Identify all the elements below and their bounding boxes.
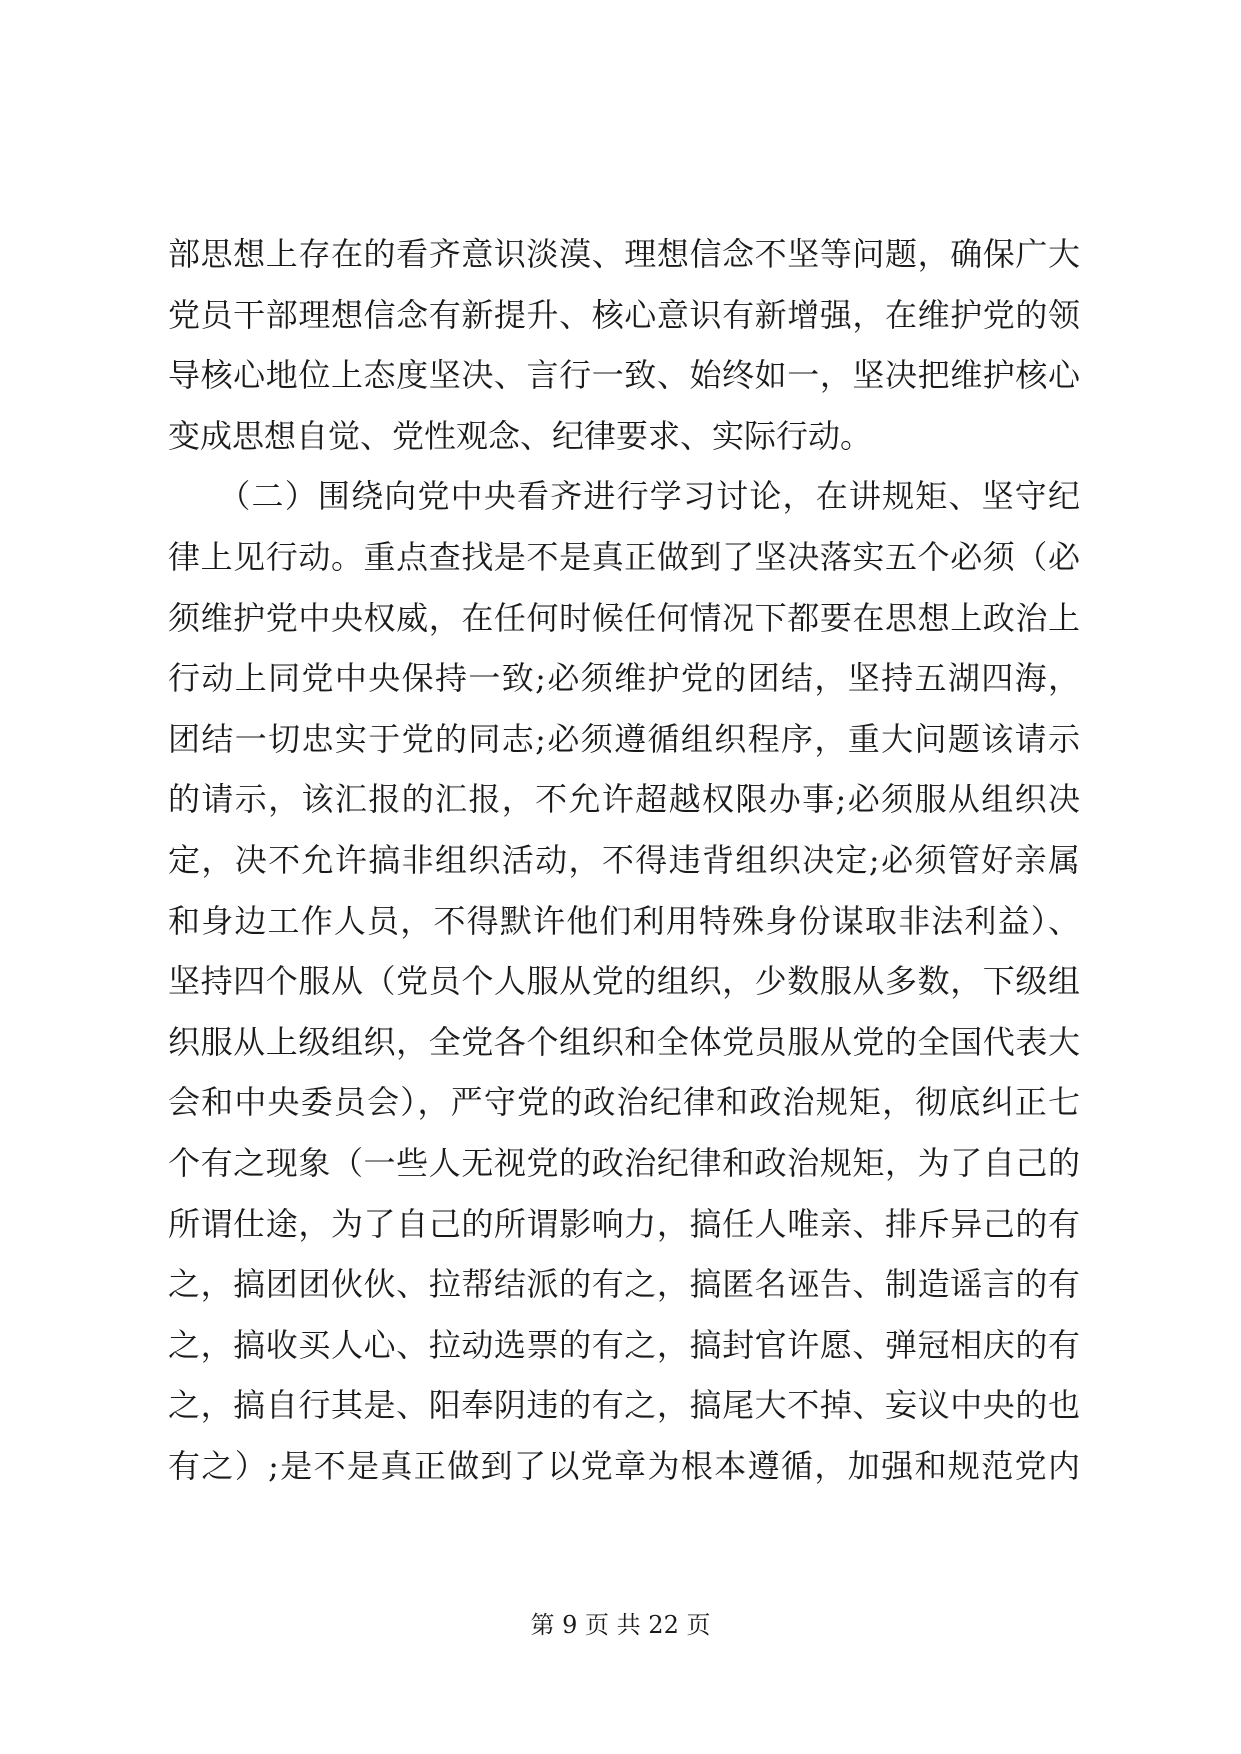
body-text bbox=[168, 224, 1080, 1496]
text-line: 织服从上级组织，全党各个组织和全体党员服从党的全国代表大 bbox=[168, 1022, 1080, 1061]
text-line: 定，决不允许搞非组织活动，不得违背组织决定;必须管好亲属 bbox=[168, 840, 1080, 879]
text-line: 律上见行动。重点查找是不是真正做到了坚决落实五个必须（必 bbox=[168, 537, 1080, 576]
text-line: 坚持四个服从（党员个人服从党的组织，少数服从多数，下级组 bbox=[168, 962, 1080, 1001]
text-line: （二）围绕向党中央看齐进行学习讨论，在讲规矩、坚守纪 bbox=[168, 477, 1080, 516]
text-line: 团结一切忠实于党的同志;必须遵循组织程序，重大问题该请示 bbox=[168, 719, 1080, 758]
text-line: 之，搞自行其是、阳奉阴违的有之，搞尾大不掉、妄议中央的也 bbox=[168, 1386, 1080, 1425]
text-line: 变成思想自觉、党性观念、纪律要求、实际行动。 bbox=[168, 416, 873, 455]
text-line: 部思想上存在的看齐意识淡漠、理想信念不坚等问题，确保广大 bbox=[168, 235, 1080, 273]
page-number-footer: 第 9 页 共 22 页 bbox=[530, 1611, 711, 1639]
text-line: 所谓仕途，为了自己的所谓影响力，搞任人唯亲、排斥异己的有 bbox=[168, 1204, 1080, 1243]
text-line: 须维护党中央权威，在任何时候任何情况下都要在思想上政治上 bbox=[168, 598, 1080, 637]
text-line: 之，搞团团伙伙、拉帮结派的有之，搞匿名诬告、制造谣言的有 bbox=[168, 1265, 1080, 1304]
text-line: 之，搞收买人心、拉动选票的有之，搞封官许愿、弹冠相庆的有 bbox=[168, 1325, 1080, 1364]
text-line: 会和中央委员会），严守党的政治纪律和政治规矩，彻底纠正七 bbox=[168, 1083, 1080, 1122]
text-line: 和身边工作人员，不得默许他们利用特殊身份谋取非法利益）、 bbox=[168, 901, 1080, 940]
text-line: 行动上同党中央保持一致;必须维护党的团结，坚持五湖四海， bbox=[168, 659, 1080, 698]
text-line: 导核心地位上态度坚决、言行一致、始终如一，坚决把维护核心 bbox=[168, 356, 1080, 395]
text-line: 个有之现象（一些人无视党的政治纪律和政治规矩，为了自己的 bbox=[168, 1143, 1080, 1182]
text-line: 党员干部理想信念有新提升、核心意识有新增强，在维护党的领 bbox=[168, 295, 1080, 334]
text-line: 的请示，该汇报的汇报，不允许超越权限办事;必须服从组织决 bbox=[168, 780, 1080, 819]
text-line: 有之）;是不是真正做到了以党章为根本遵循，加强和规范党内 bbox=[168, 1446, 1080, 1485]
